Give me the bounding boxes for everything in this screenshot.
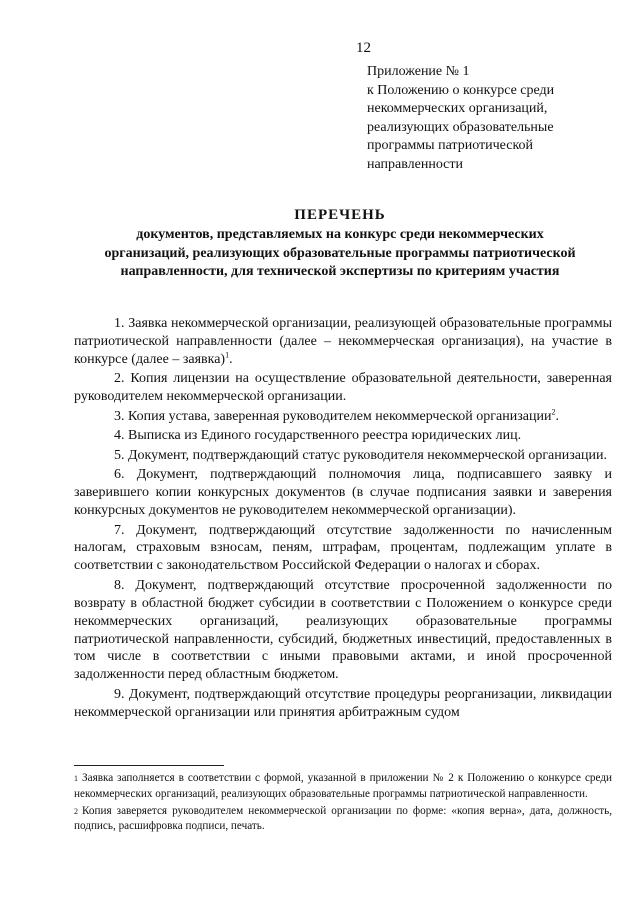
footnote-divider xyxy=(74,765,224,766)
item-text: 2. Копия лицензии на осуществление образовательной деятельности, заверенная руководителем некоммерческой организации. xyxy=(74,371,612,405)
footnote xyxy=(74,771,612,803)
footnote-text: Копия заверяется руководителем некоммерческой организации по форме: «копия верна», дата, должность, подпись, расшифровка подписи, печать. xyxy=(74,804,612,833)
item-text: 3. Копия устава, заверенная руководителем некоммерческой организации xyxy=(114,408,552,424)
subtitle-line: документов, представляемых на конкурс среди некоммерческих xyxy=(136,227,544,242)
item-text: 7. Документ, подтверждающий отсутствие задолженности по начисленным налогам, страховым взносам, пеням, штрафам, процентам, подлежащим уплате в соответствии с законодательством Российской Федерации о налогах и сборах. xyxy=(74,522,612,574)
title-main: ПЕРЕЧЕНЬ xyxy=(294,207,386,223)
list-item xyxy=(74,427,612,445)
appendix-header xyxy=(367,63,627,175)
appendix-line: реализующих образовательные xyxy=(367,119,554,135)
appendix-line: программы патриотической xyxy=(367,138,534,154)
footnote-mark: 1 xyxy=(74,774,78,783)
item-text: 8. Документ, подтверждающий отсутствие просроченной задолженности по возврату в областной бюджет субсидии в соответствии с Положением о конкурсе среди некоммерческих организаций, реализующих образовательные программы патриотической направленности, субсидий, бюджетных инвестиций, предоставленных в том числе в соответствии с иными правовыми актами, и иной просроченной задолженности перед областным бюджетом. xyxy=(74,577,612,683)
footnote-text: Заявка заполняется в соответствии с формой, указанной в приложении № 2 к Положению о конкурсе среди некоммерческих организаций, реализующих образовательные программы патриотической направленности. xyxy=(74,772,612,800)
item-end: . xyxy=(555,408,559,424)
appendix-line: Приложение № 1 xyxy=(367,64,470,79)
footnote-ref: 1 xyxy=(225,350,230,360)
subtitle-line: организаций, реализующих образовательные программы патриотической xyxy=(104,245,576,261)
list-item xyxy=(74,408,612,426)
page-number: 12 xyxy=(356,40,371,56)
appendix-line: к Положению о конкурсе среди xyxy=(367,82,555,98)
document-list xyxy=(74,315,612,723)
appendix-line: направленности xyxy=(367,156,464,172)
list-item xyxy=(74,686,612,722)
item-text: 1. Заявка некоммерческой организации, реализующей образовательные программы патриотической направленности (далее – некоммерческая организация), на участие в конкурсе (далее – заявка) xyxy=(74,316,612,367)
item-text: 5. Документ, подтверждающий статус руководителя некоммерческой организации. xyxy=(114,447,607,463)
title-subtitle xyxy=(70,226,610,282)
item-end: . xyxy=(229,351,233,367)
list-item xyxy=(74,577,612,684)
document-title xyxy=(70,207,610,282)
item-text: 9. Документ, подтверждающий отсутствие процедуры реорганизации, ликвидации некоммерческой организации или принятия арбитражным судом xyxy=(74,686,612,720)
footnotes xyxy=(74,771,612,836)
subtitle-line: направленности, для технической экспертизы по критериям участия xyxy=(120,264,560,279)
footnote-ref: 2 xyxy=(551,407,556,417)
list-item xyxy=(74,370,612,406)
appendix-line: некоммерческих организаций, xyxy=(367,101,548,117)
list-item xyxy=(74,315,612,369)
list-item xyxy=(74,522,612,576)
list-item xyxy=(74,466,612,520)
item-text: 6. Документ, подтверждающий полномочия лица, подписавшего заявку и заверившего копии конкурсных документов (в случае подписания заявки и заверения конкурсных документов не руководителем некоммерческой организации). xyxy=(74,467,612,519)
footnote-mark: 2 xyxy=(74,806,78,816)
list-item xyxy=(74,447,612,465)
item-text: 4. Выписка из Единого государственного реестра юридических лиц. xyxy=(114,428,522,444)
footnote xyxy=(74,804,612,836)
